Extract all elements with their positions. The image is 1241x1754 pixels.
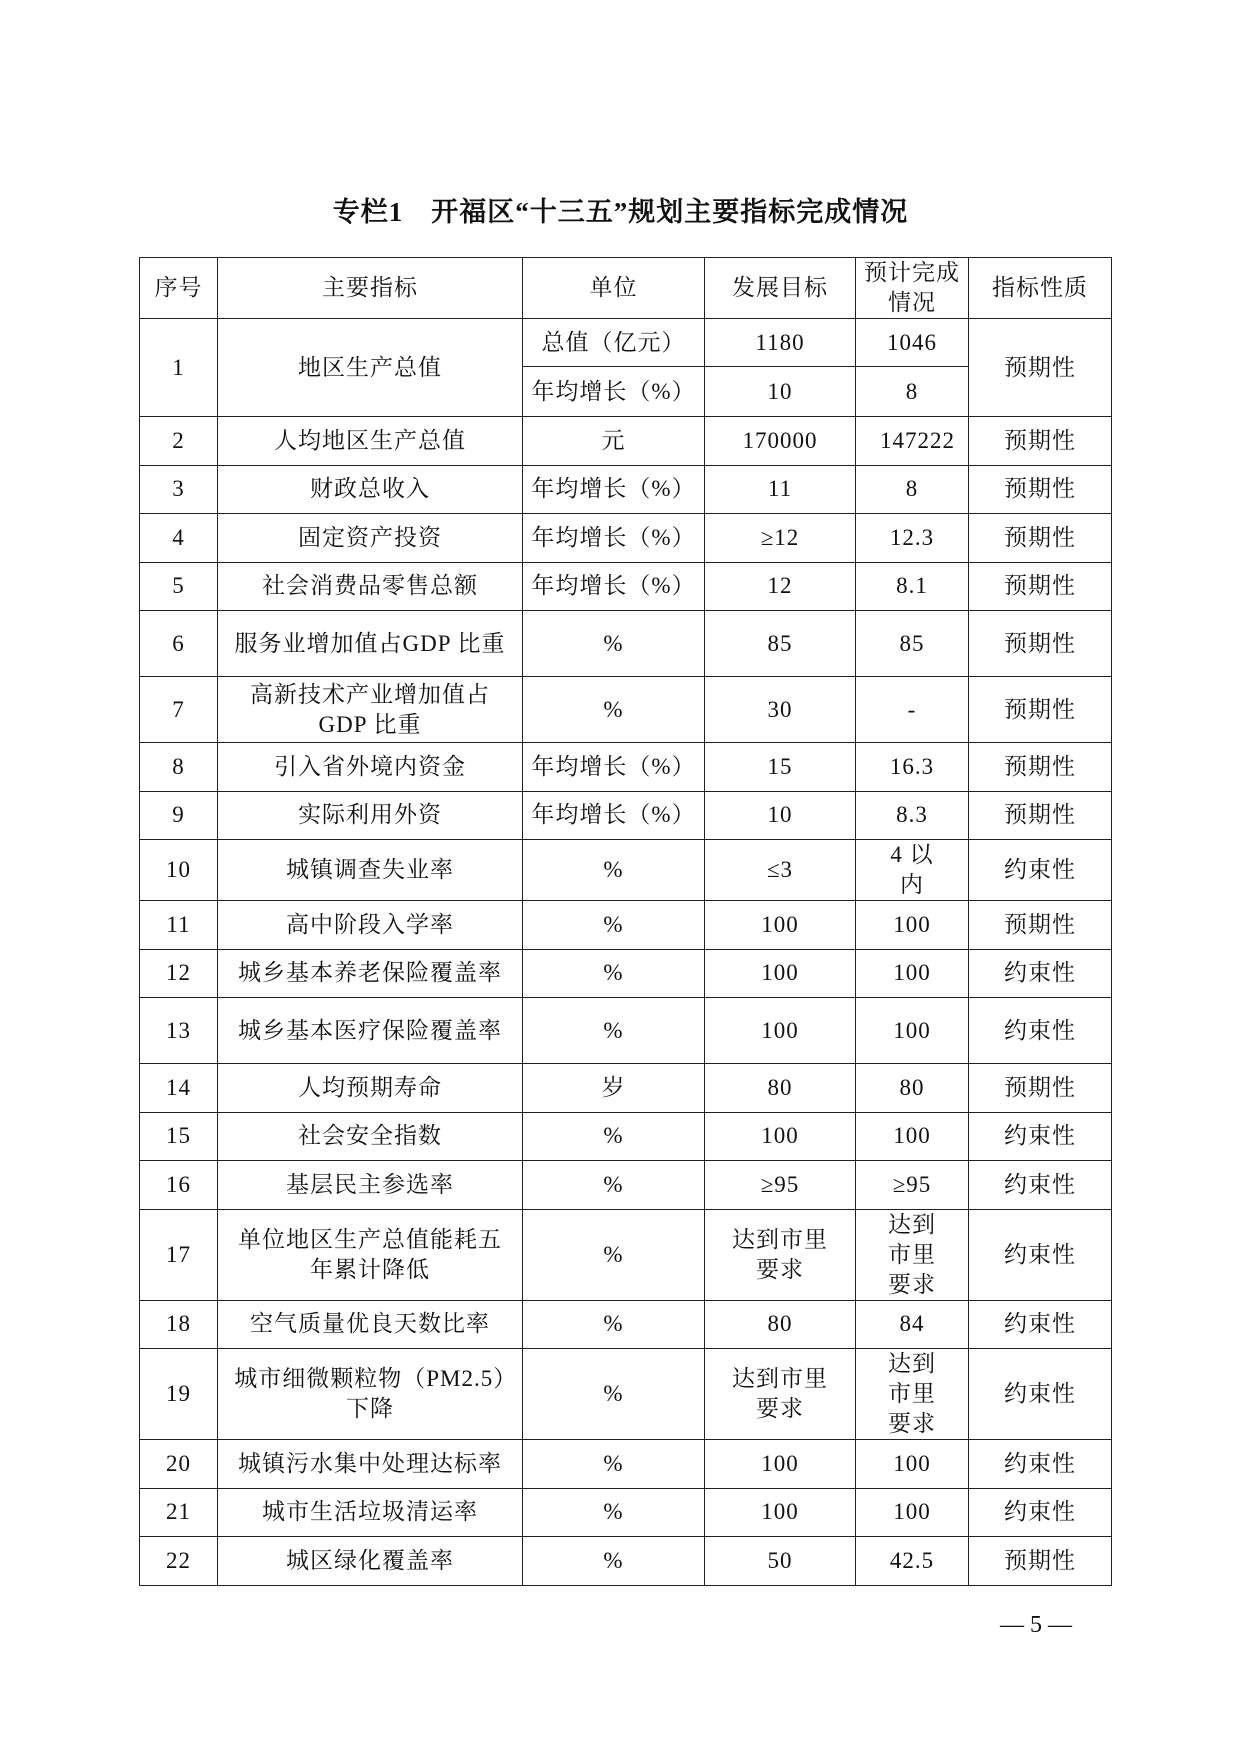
row-number: 17 — [140, 1209, 218, 1300]
page-number: — 5 — — [1000, 1612, 1072, 1638]
target: 15 — [705, 743, 856, 792]
indicator-name: 城镇调查失业率 — [218, 840, 523, 901]
target: 80 — [705, 1064, 856, 1113]
row-number: 6 — [140, 611, 218, 677]
header-row — [140, 258, 1112, 319]
unit: 年均增长（%） — [523, 743, 705, 792]
target: 达到市里要求 — [705, 1349, 856, 1440]
unit: % — [523, 611, 705, 677]
actual: 42.5 — [856, 1537, 969, 1586]
target: ≥95 — [705, 1161, 856, 1210]
nature: 预期性 — [969, 611, 1112, 677]
actual: ≥95 — [856, 1161, 969, 1210]
table-row — [140, 1064, 1112, 1113]
indicator-name: 城镇污水集中处理达标率 — [218, 1440, 523, 1489]
nature: 预期性 — [969, 743, 1112, 792]
indicator-name: 城区绿化覆盖率 — [218, 1537, 523, 1586]
nature: 预期性 — [969, 465, 1112, 514]
unit: 元 — [523, 417, 705, 466]
unit: % — [523, 1209, 705, 1300]
nature: 预期性 — [969, 901, 1112, 950]
actual: 达到市里要求 — [856, 1349, 969, 1440]
unit: 年均增长（%） — [523, 367, 705, 417]
row-number: 8 — [140, 743, 218, 792]
target: 170000 — [705, 417, 856, 466]
indicator-name: 人均预期寿命 — [218, 1064, 523, 1113]
row-number: 21 — [140, 1488, 218, 1537]
nature: 预期性 — [969, 1064, 1112, 1113]
unit: % — [523, 840, 705, 901]
unit: % — [523, 1537, 705, 1586]
unit: % — [523, 1488, 705, 1537]
actual: 8 — [856, 367, 969, 417]
nature: 约束性 — [969, 840, 1112, 901]
target: 100 — [705, 998, 856, 1064]
table-row — [140, 417, 1112, 466]
table-row — [140, 562, 1112, 611]
indicator-name: 城市细微颗粒物（PM2.5）下降 — [218, 1349, 523, 1440]
indicator-name: 财政总收入 — [218, 465, 523, 514]
nature: 预期性 — [969, 417, 1112, 466]
actual: 147222 — [856, 417, 969, 466]
table-row — [140, 319, 1112, 367]
nature: 约束性 — [969, 998, 1112, 1064]
actual: 16.3 — [856, 743, 969, 792]
row-number: 13 — [140, 998, 218, 1064]
row-number: 7 — [140, 677, 218, 743]
actual: 100 — [856, 998, 969, 1064]
target: 100 — [705, 1112, 856, 1161]
actual: 100 — [856, 1112, 969, 1161]
table-row — [140, 1161, 1112, 1210]
target: 10 — [705, 367, 856, 417]
actual: 4 以内 — [856, 840, 969, 901]
actual: 85 — [856, 611, 969, 677]
unit: % — [523, 1161, 705, 1210]
unit: % — [523, 1300, 705, 1349]
actual: 12.3 — [856, 514, 969, 563]
header-cell: 指标性质 — [969, 258, 1112, 319]
table-row — [140, 1440, 1112, 1489]
nature: 约束性 — [969, 1161, 1112, 1210]
indicator-name: 城乡基本养老保险覆盖率 — [218, 949, 523, 998]
row-number: 22 — [140, 1537, 218, 1586]
indicator-name: 社会消费品零售总额 — [218, 562, 523, 611]
nature: 预期性 — [969, 319, 1112, 417]
nature: 约束性 — [969, 949, 1112, 998]
row-number: 14 — [140, 1064, 218, 1113]
target: 12 — [705, 562, 856, 611]
indicator-name: 空气质量优良天数比率 — [218, 1300, 523, 1349]
row-number: 15 — [140, 1112, 218, 1161]
table-row — [140, 743, 1112, 792]
row-number: 19 — [140, 1349, 218, 1440]
actual: 80 — [856, 1064, 969, 1113]
indicator-name: 人均地区生产总值 — [218, 417, 523, 466]
unit: 岁 — [523, 1064, 705, 1113]
nature: 约束性 — [969, 1112, 1112, 1161]
table-row — [140, 840, 1112, 901]
table-title: 专栏1 开福区“十三五”规划主要指标完成情况 — [332, 197, 909, 227]
row-number: 10 — [140, 840, 218, 901]
nature: 约束性 — [969, 1300, 1112, 1349]
row-number: 20 — [140, 1440, 218, 1489]
row-number: 4 — [140, 514, 218, 563]
table-row — [140, 1537, 1112, 1586]
nature: 预期性 — [969, 1537, 1112, 1586]
unit: % — [523, 998, 705, 1064]
table-row — [140, 514, 1112, 563]
row-number: 16 — [140, 1161, 218, 1210]
unit: % — [523, 949, 705, 998]
target: 50 — [705, 1537, 856, 1586]
table-row — [140, 1209, 1112, 1300]
target: 达到市里要求 — [705, 1209, 856, 1300]
indicator-table — [139, 257, 1112, 1586]
table-row — [140, 677, 1112, 743]
actual: 8.3 — [856, 791, 969, 840]
row-number: 1 — [140, 319, 218, 417]
unit: % — [523, 1349, 705, 1440]
target: 30 — [705, 677, 856, 743]
row-number: 5 — [140, 562, 218, 611]
header-cell: 发展目标 — [705, 258, 856, 319]
target: 100 — [705, 949, 856, 998]
header-cell: 预计完成情况 — [856, 258, 969, 319]
nature: 约束性 — [969, 1349, 1112, 1440]
unit: 年均增长（%） — [523, 465, 705, 514]
indicator-name: 城市生活垃圾清运率 — [218, 1488, 523, 1537]
table-row — [140, 465, 1112, 514]
indicator-name: 社会安全指数 — [218, 1112, 523, 1161]
indicator-name: 高新技术产业增加值占GDP 比重 — [218, 677, 523, 743]
row-number: 12 — [140, 949, 218, 998]
table-row — [140, 791, 1112, 840]
header-cell: 单位 — [523, 258, 705, 319]
nature: 约束性 — [969, 1488, 1112, 1537]
indicator-name: 固定资产投资 — [218, 514, 523, 563]
nature: 预期性 — [969, 791, 1112, 840]
target: 1180 — [705, 319, 856, 367]
target: ≤3 — [705, 840, 856, 901]
table-row — [140, 1300, 1112, 1349]
unit: % — [523, 901, 705, 950]
actual: 100 — [856, 949, 969, 998]
nature: 预期性 — [969, 677, 1112, 743]
nature: 约束性 — [969, 1440, 1112, 1489]
row-number: 9 — [140, 791, 218, 840]
row-number: 11 — [140, 901, 218, 950]
actual: 100 — [856, 901, 969, 950]
header-cell: 序号 — [140, 258, 218, 319]
actual: 8 — [856, 465, 969, 514]
row-number: 18 — [140, 1300, 218, 1349]
table-row — [140, 611, 1112, 677]
indicator-name: 城乡基本医疗保险覆盖率 — [218, 998, 523, 1064]
indicator-name: 引入省外境内资金 — [218, 743, 523, 792]
unit: % — [523, 1112, 705, 1161]
unit: % — [523, 1440, 705, 1489]
target: 100 — [705, 1440, 856, 1489]
table-row — [140, 949, 1112, 998]
indicator-name: 高中阶段入学率 — [218, 901, 523, 950]
actual: - — [856, 677, 969, 743]
target: 80 — [705, 1300, 856, 1349]
actual: 1046 — [856, 319, 969, 367]
target: ≥12 — [705, 514, 856, 563]
header-cell: 主要指标 — [218, 258, 523, 319]
target: 100 — [705, 901, 856, 950]
target: 11 — [705, 465, 856, 514]
actual: 达到市里要求 — [856, 1209, 969, 1300]
nature: 预期性 — [969, 514, 1112, 563]
unit: % — [523, 677, 705, 743]
row-number: 2 — [140, 417, 218, 466]
table-row — [140, 1488, 1112, 1537]
indicator-name: 单位地区生产总值能耗五年累计降低 — [218, 1209, 523, 1300]
unit: 年均增长（%） — [523, 514, 705, 563]
target: 10 — [705, 791, 856, 840]
nature: 预期性 — [969, 562, 1112, 611]
unit: 总值（亿元） — [523, 319, 705, 367]
indicator-name: 服务业增加值占GDP 比重 — [218, 611, 523, 677]
nature: 约束性 — [969, 1209, 1112, 1300]
indicator-name: 实际利用外资 — [218, 791, 523, 840]
row-number: 3 — [140, 465, 218, 514]
actual: 100 — [856, 1440, 969, 1489]
unit: 年均增长（%） — [523, 791, 705, 840]
table-row — [140, 998, 1112, 1064]
indicator-name: 基层民主参选率 — [218, 1161, 523, 1210]
unit: 年均增长（%） — [523, 562, 705, 611]
actual: 8.1 — [856, 562, 969, 611]
target: 100 — [705, 1488, 856, 1537]
table-row — [140, 1112, 1112, 1161]
table-row — [140, 901, 1112, 950]
target: 85 — [705, 611, 856, 677]
table-row — [140, 1349, 1112, 1440]
indicator-name: 地区生产总值 — [218, 319, 523, 417]
actual: 84 — [856, 1300, 969, 1349]
actual: 100 — [856, 1488, 969, 1537]
